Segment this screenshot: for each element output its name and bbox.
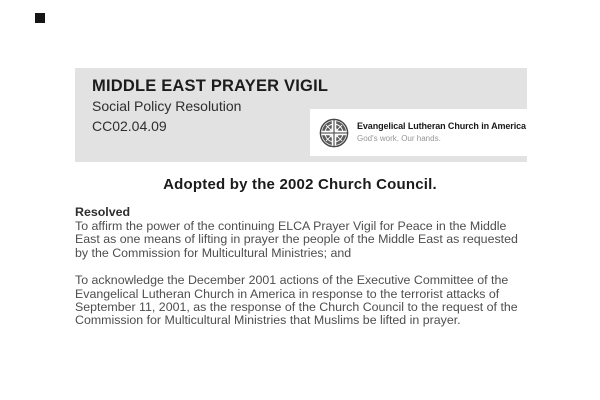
document-number: CC02.04.09 bbox=[92, 118, 167, 134]
resolved-lead-in: Resolved bbox=[75, 205, 131, 219]
title-banner bbox=[75, 68, 527, 162]
document-subtitle: Social Policy Resolution bbox=[92, 98, 242, 114]
resolution-paragraph: To acknowledge the December 2001 actions of the Executive Committee of the Evangelical Lutheran Church in America in response to the terrorist attacks of September 11, 2001, as the response of the Church Council to the request of the Commission for Multicultural Ministries that Muslims be lifted in prayer. bbox=[75, 273, 518, 328]
elca-org-name: Evangelical Lutheran Church in America bbox=[357, 121, 526, 131]
resolution-body bbox=[75, 205, 531, 328]
document-title: MIDDLE EAST PRAYER VIGIL bbox=[92, 77, 329, 95]
resolution-paragraph: To affirm the power of the continuing ELCA Prayer Vigil for Peace in the Middle East as one means of lifting in prayer the people of the Middle East as requested by the Commission for Multicultural Ministries; and bbox=[75, 219, 518, 260]
elca-logo-text bbox=[357, 121, 526, 144]
elca-emblem-icon bbox=[319, 118, 349, 148]
corner-marker-square bbox=[35, 13, 45, 23]
elca-tagline: God's work. Our hands. bbox=[357, 134, 441, 143]
adoption-heading: Adopted by the 2002 Church Council. bbox=[163, 176, 437, 193]
elca-logo-box bbox=[310, 109, 532, 156]
